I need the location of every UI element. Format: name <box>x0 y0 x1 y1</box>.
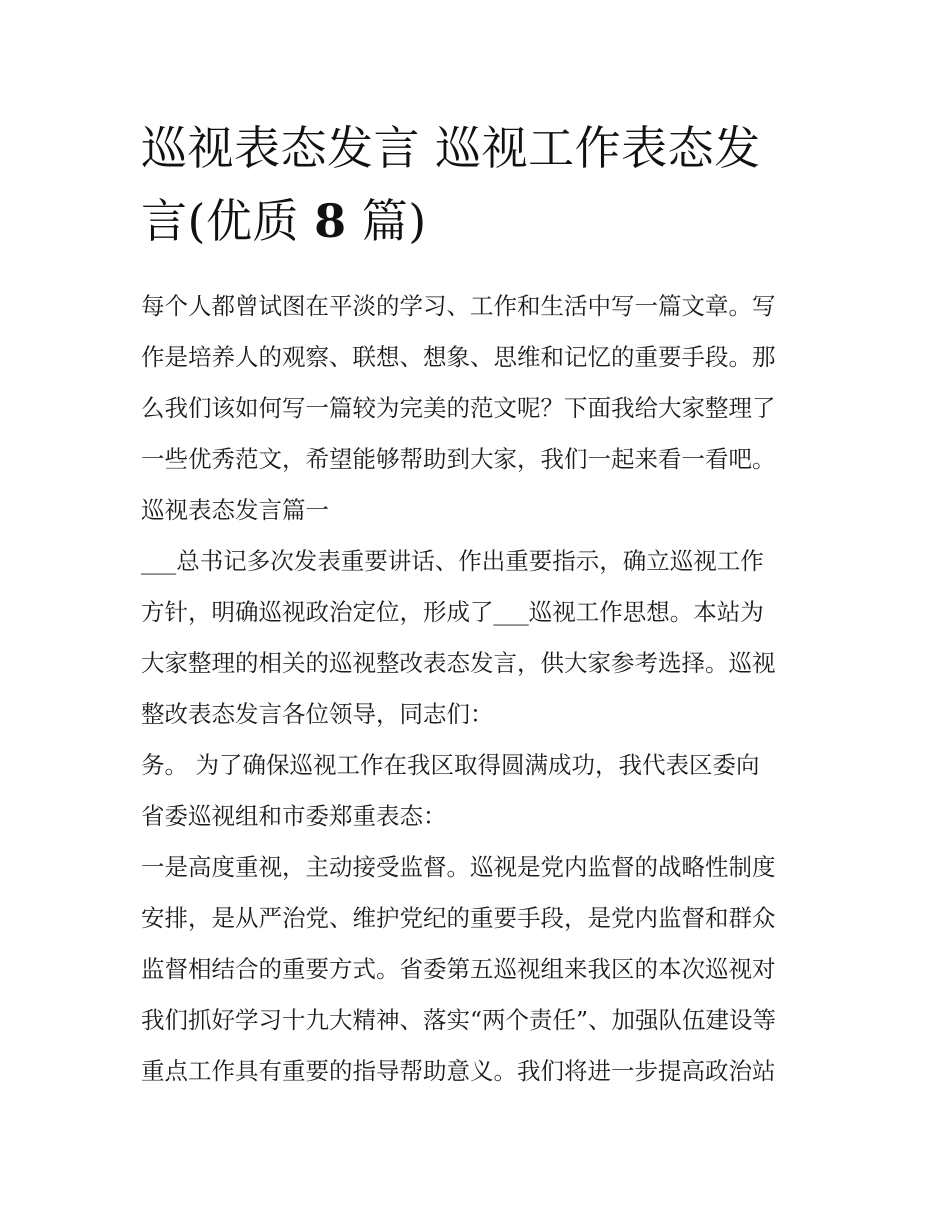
body-line: 省委巡视组和市委郑重表态： <box>141 802 447 830</box>
document-body <box>141 281 821 1097</box>
body-line: 作是培养人的观察、联想、想象、思维和记忆的重要手段。那 <box>141 343 776 371</box>
title-line-2 <box>141 185 821 258</box>
title-count: 8 <box>314 194 347 248</box>
title-line-2-text: 言(优质 <box>141 194 299 248</box>
title-line-2-end: 篇) <box>361 194 427 248</box>
body-line: 重点工作具有重要的指导帮助意义。我们将进一步提高政治站 <box>141 1057 776 1085</box>
body-line: 安排，是从严治党、维护党纪的重要手段，是党内监督和群众 <box>141 904 776 932</box>
title-line-1: 巡视表态发言 巡视工作表态发 <box>141 121 761 175</box>
body-line: 么我们该如何写一篇较为完美的范文呢？下面我给大家整理了 <box>141 394 776 422</box>
document-title <box>141 112 821 258</box>
body-line: 我们抓好学习十九大精神、落实“两个责任”、加强队伍建设等 <box>141 1006 777 1034</box>
body-line: 务。 为了确保巡视工作在我区取得圆满成功，我代表区委向 <box>141 751 760 779</box>
body-line: 监督相结合的重要方式。省委第五巡视组来我区的本次巡视对 <box>141 955 776 983</box>
body-line: 大家整理的相关的巡视整改表态发言，供大家参考选择。巡视 <box>141 649 776 677</box>
body-line: 整改表态发言各位领导，同志们： <box>141 700 494 728</box>
section-heading: 巡视表态发言篇一 <box>141 496 329 524</box>
body-line: 每个人都曾试图在平淡的学习、工作和生活中写一篇文章。写 <box>141 292 776 320</box>
body-line: ___总书记多次发表重要讲话、作出重要指示，确立巡视工作 <box>141 547 764 575</box>
body-line: 一是高度重视，主动接受监督。巡视是党内监督的战略性制度 <box>141 853 776 881</box>
body-line: 一些优秀范文，希望能够帮助到大家，我们一起来看一看吧。 <box>141 445 776 473</box>
body-line: 方针，明确巡视政治定位，形成了___巡视工作思想。本站为 <box>141 598 764 626</box>
